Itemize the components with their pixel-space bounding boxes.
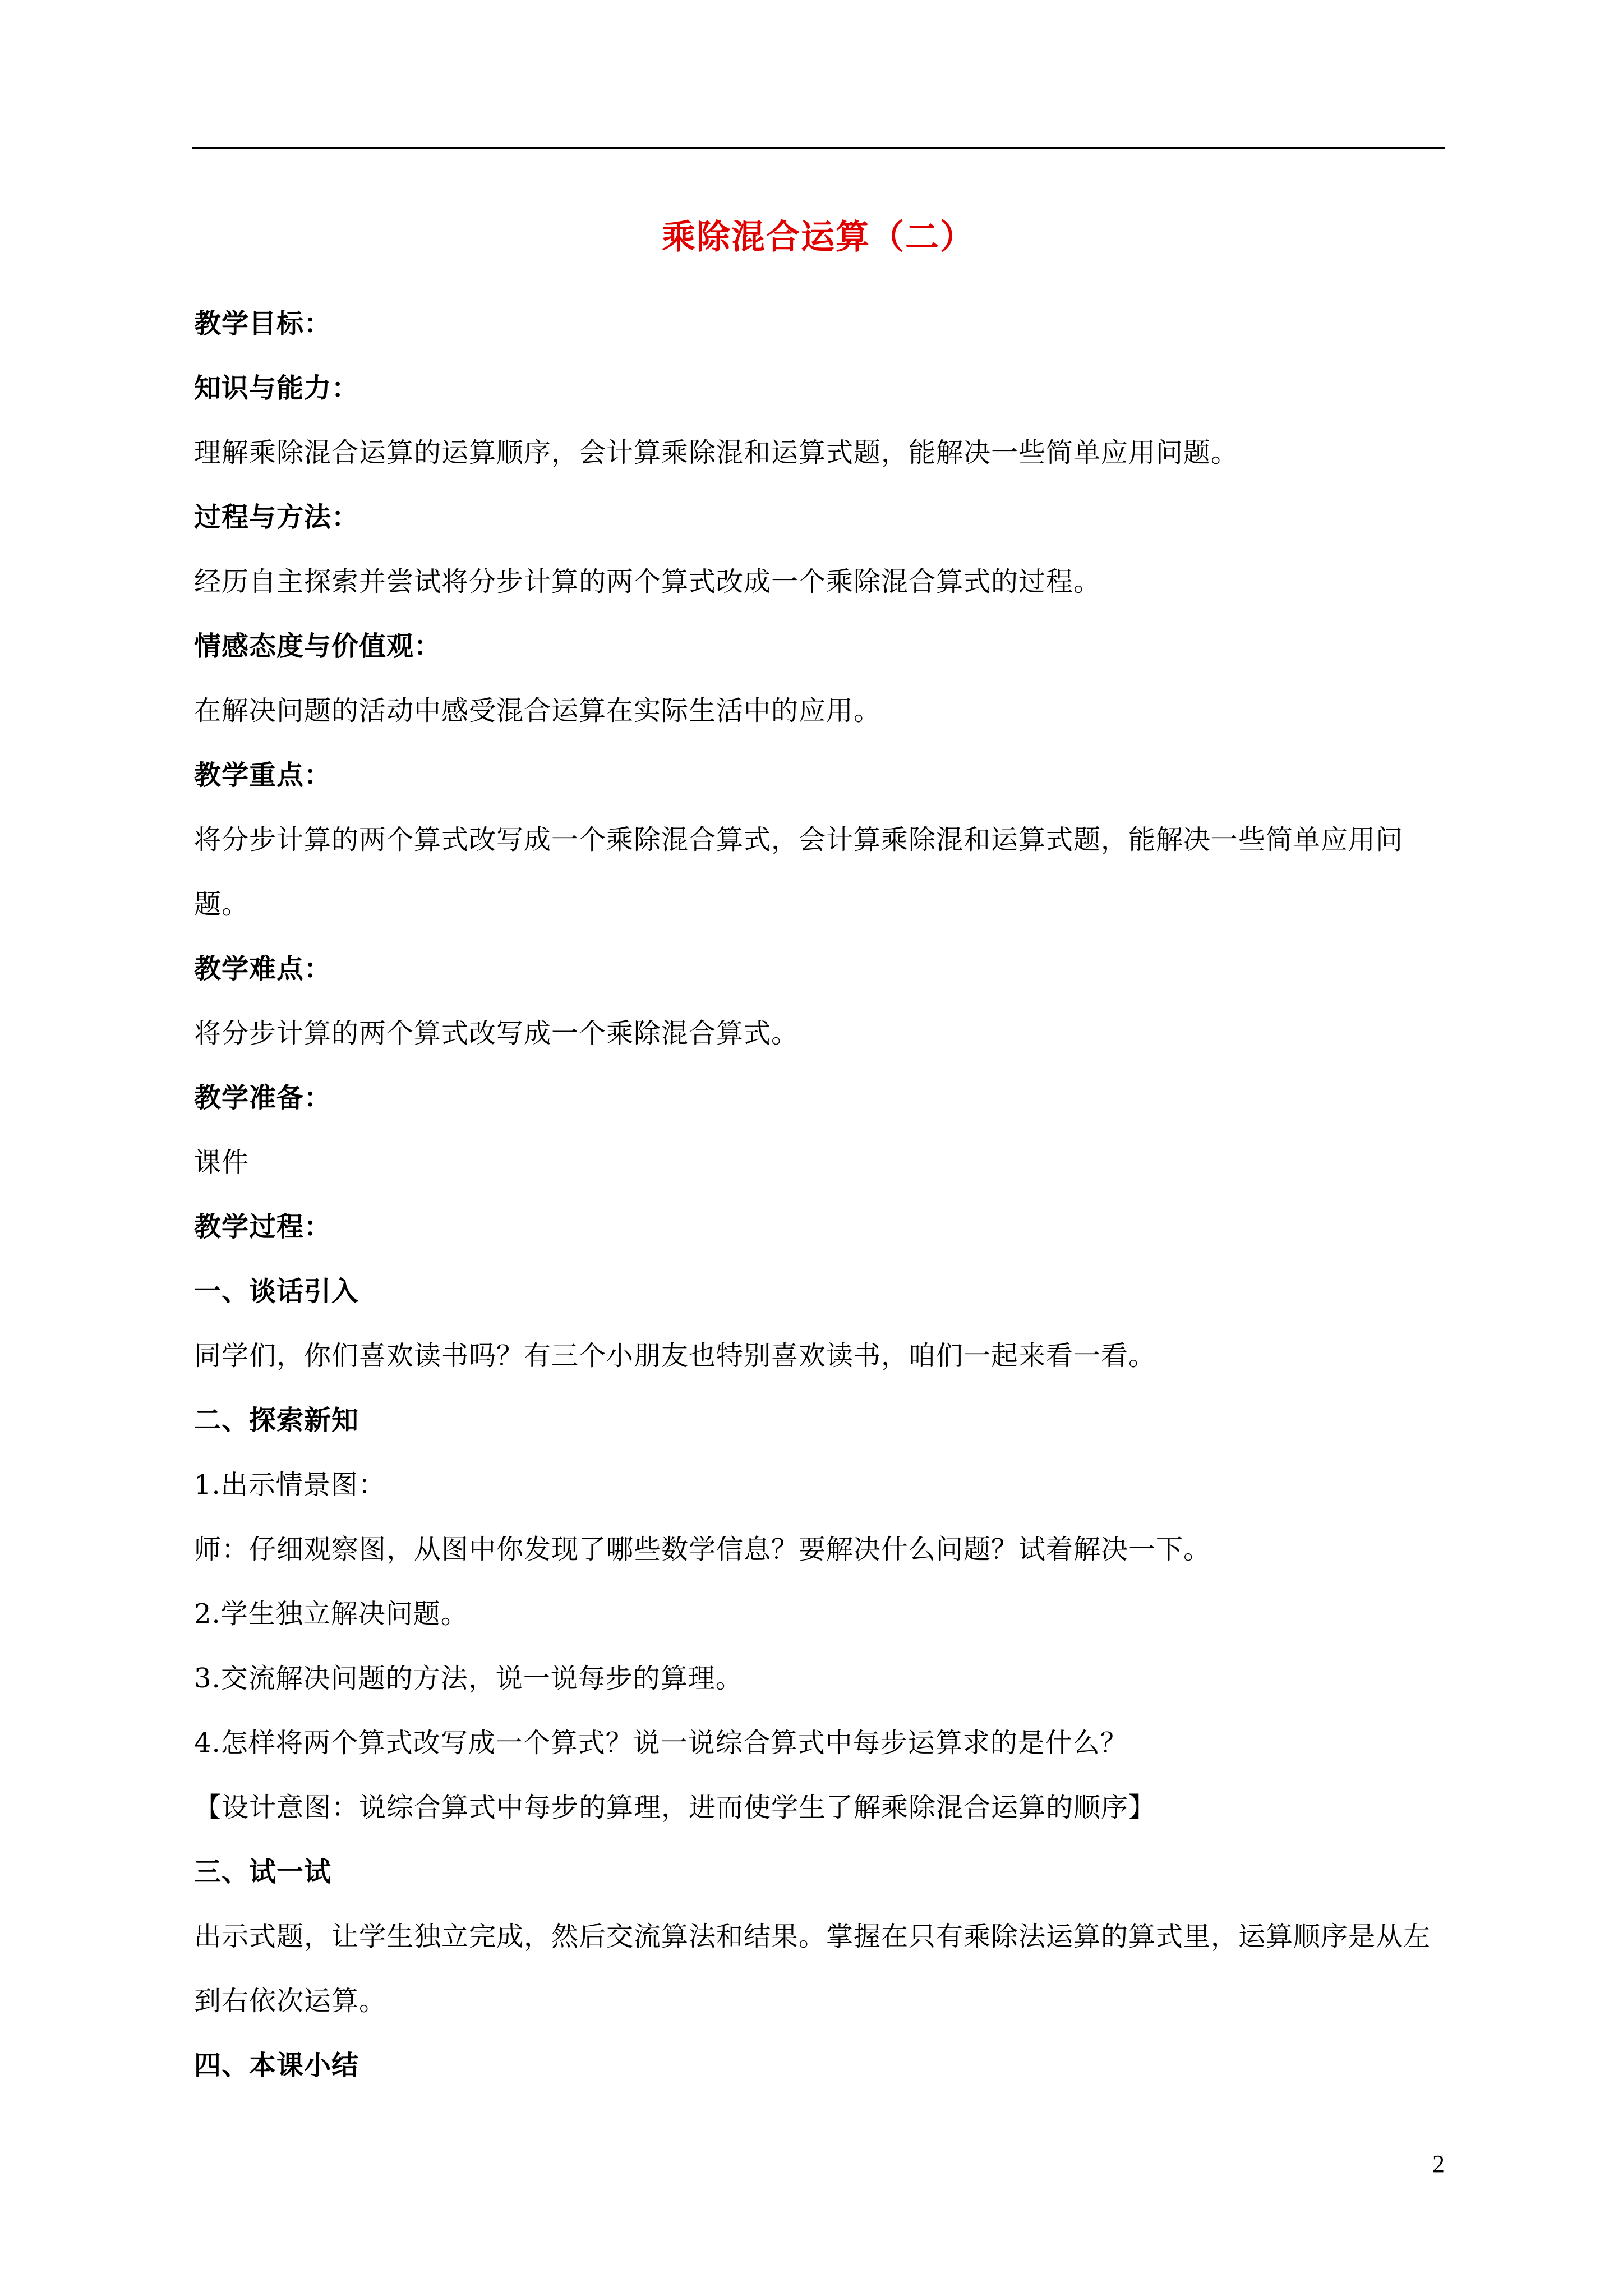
- list-item-3: 3.交流解决问题的方法，说一说每步的算理。: [194, 1663, 743, 1694]
- heading-preparation: 教学准备：: [194, 1082, 332, 1114]
- heading-teaching-process: 教学过程：: [194, 1211, 332, 1243]
- paragraph-teacher-prompt: 师：仔细观察图，从图中你发现了哪些数学信息？要解决什么问题？试着解决一下。: [194, 1534, 1211, 1565]
- heading-key-points: 教学重点：: [194, 760, 332, 791]
- heading-process-method: 过程与方法：: [194, 501, 359, 533]
- paragraph-difficulties: 将分步计算的两个算式改写成一个乘除混合算式。: [194, 1018, 799, 1049]
- section-heading-try: 三、试一试: [194, 1856, 332, 1888]
- list-item-1: 1.出示情景图：: [194, 1469, 386, 1501]
- document-body: [194, 292, 1445, 2098]
- paragraph-knowledge-ability: 理解乘除混合运算的运算顺序，会计算乘除混和运算式题，能解决一些简单应用问题。: [194, 437, 1239, 468]
- design-intent-note: 【设计意图：说综合算式中每步的算理，进而使学生了解乘除混合运算的顺序】: [194, 1792, 1156, 1823]
- paragraph-key-points: 将分步计算的两个算式改写成一个乘除混合算式，会计算乘除混和运算式题，能解决一些简单应用问题。: [194, 824, 1404, 920]
- section-heading-explore: 二、探索新知: [194, 1405, 359, 1436]
- document-title: 乘除混合运算（二）: [662, 218, 975, 257]
- heading-teaching-goals: 教学目标：: [194, 308, 332, 339]
- heading-difficulties: 教学难点：: [194, 953, 332, 984]
- paragraph-introduction: 同学们，你们喜欢读书吗？有三个小朋友也特别喜欢读书，咱们一起来看一看。: [194, 1340, 1156, 1372]
- paragraph-try: 出示式题，让学生独立完成，然后交流算法和结果。掌握在只有乘除法运算的算式里，运算顺序是从左到右依次运算。: [194, 1921, 1431, 2017]
- heading-emotion-values: 情感态度与价值观：: [194, 631, 442, 662]
- section-heading-introduction: 一、谈话引入: [194, 1276, 359, 1307]
- list-item-2: 2.学生独立解决问题。: [194, 1598, 468, 1630]
- paragraph-preparation: 课件: [194, 1147, 250, 1178]
- page-number: 2: [1432, 2150, 1445, 2178]
- list-item-4: 4.怎样将两个算式改写成一个算式？说一说综合算式中每步运算求的是什么？: [194, 1727, 1128, 1759]
- paragraph-process-method: 经历自主探索并尝试将分步计算的两个算式改成一个乘除混合算式的过程。: [194, 566, 1101, 597]
- heading-knowledge-ability: 知识与能力：: [194, 372, 359, 404]
- section-heading-summary: 四、本课小结: [194, 2050, 359, 2081]
- header-rule: [192, 147, 1445, 149]
- paragraph-emotion-values: 在解决问题的活动中感受混合运算在实际生活中的应用。: [194, 695, 882, 726]
